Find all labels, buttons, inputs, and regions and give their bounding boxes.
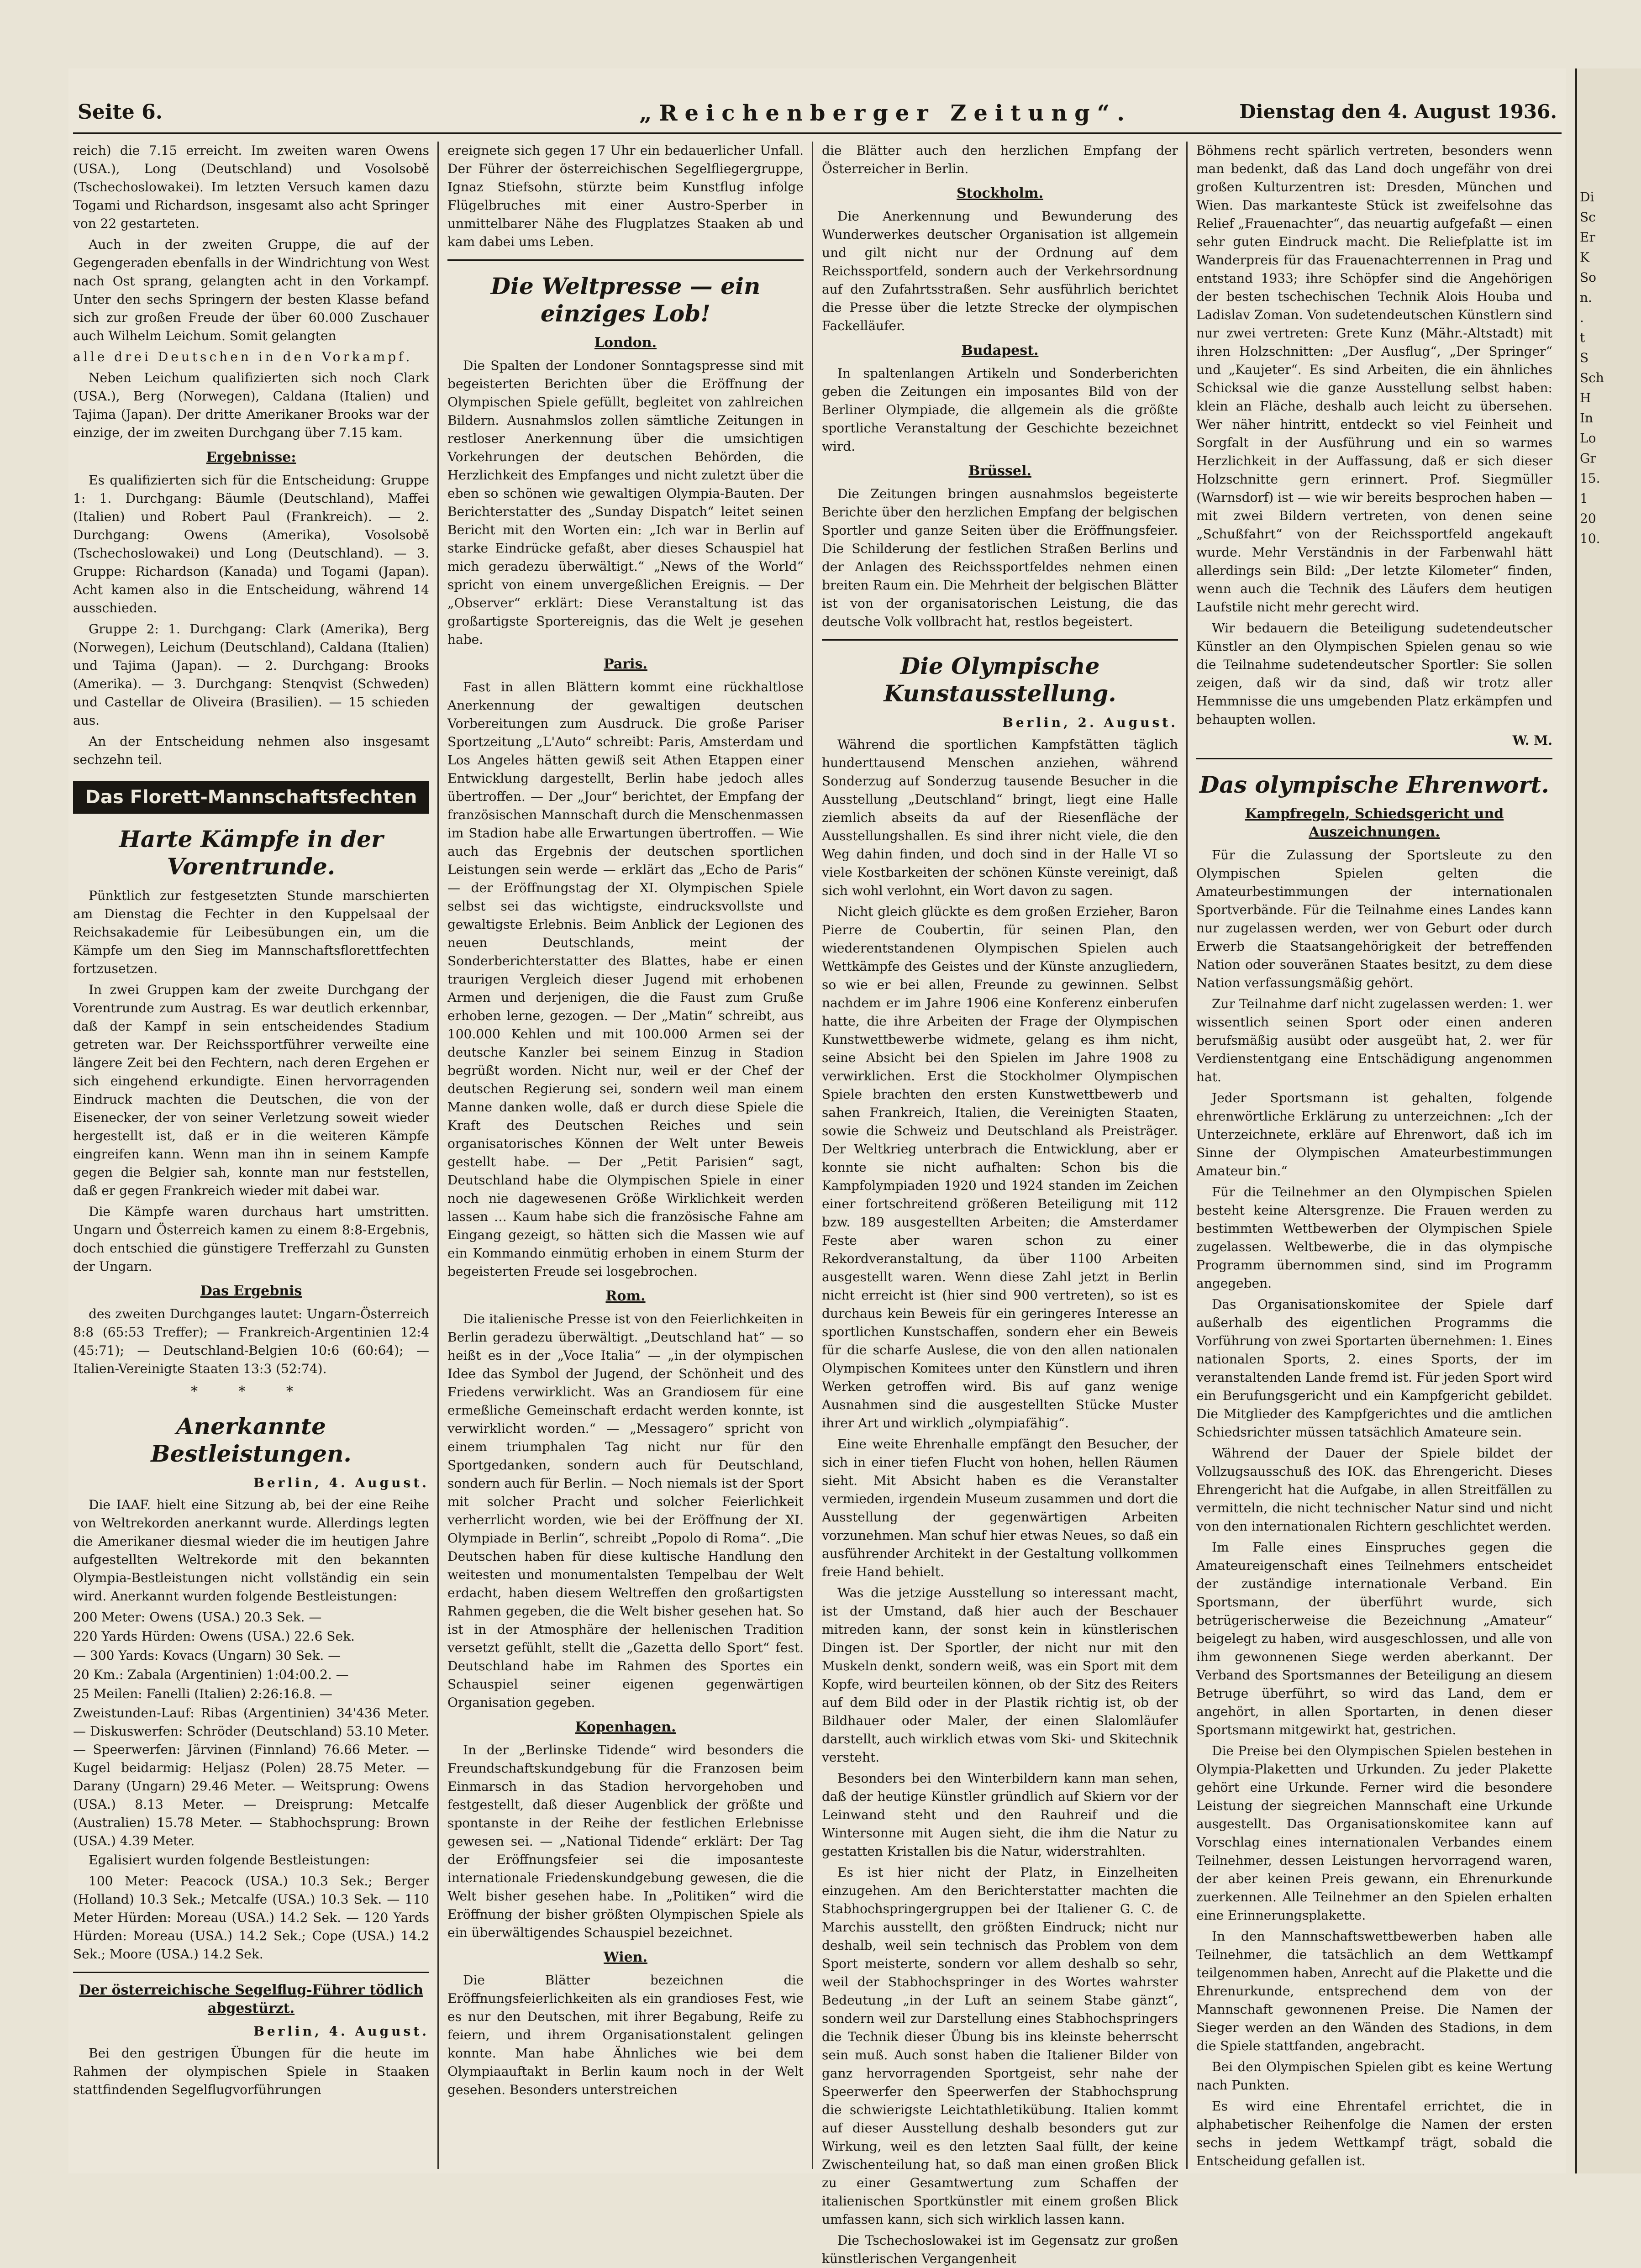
paragraph: Während die sportlichen Kampfstätten täglich hunderttausend Menschen anziehen, während Sonderzug auf Sonderzug tausende Besucher in die Ausstellung „Deutschland“ bringt, liegt eine Halle ziemlich abseits da auf der Riesenfläche der Ausstellungshallen. Es sind ihrer nicht viele, die den Weg dahin finden, und doch sind in der Halle VI so viele Kostbarkeiten der schönen Künste vereinigt, daß sich wohl verlohnt, ein Wort davon zu sagen. — [822, 737, 1178, 898]
paragraph: Das Organisationskomitee der Spiele darf außerhalb des eigentlichen Programms die Vorführung von zwei Sportarten übernehmen: 1. Eines nationalen Sports, 2. eines Sports, der im veranstaltenden Lande fremd ist. Für jeden Sport wird ein Berufungsgericht und ein Kampfgericht gebildet. Die Mitglieder des Kampfgerichtes und die amtlichen Schiedsrichter müssen tatsächlich Amateure sein. — [1196, 1297, 1552, 1440]
section-rule — [73, 1972, 429, 1973]
list-item: 20 Km.: Zabala (Argentinien) 1:04:00.2. — — [73, 1667, 349, 1682]
paragraph: Die Blätter bezeichnen die Eröffnungsfeierlichkeiten als ein grandioses Fest, wie es nur den Deutschen, mit ihrer Begabung, Reife zu feiern, und ihrem Organisationstalent gelingen konnte. Man habe Ähnliches wie bei dem Olympiaauftakt in Berlin kaum noch in der Welt gesehen. Besonders unterstreichen — [447, 1973, 804, 2097]
paragraph: Während der Dauer der Spiele bildet der Vollzugsausschuß des IOK. das Ehrengericht. Dieses Ehrengericht hat die Aufgabe, in allen Streitfällen zu vermitteln, die nicht technischer Natur sind und nicht von den internationalen Richtern geschlichtet werden. — [1196, 1446, 1552, 1534]
article-headline: Anerkannte Bestleistungen. — [151, 1413, 352, 1467]
column-divider — [1186, 142, 1188, 2169]
paragraph: Gruppe 2: 1. Durchgang: Clark (Amerika), Berg (Norwegen), Leichum (Deutschland), Caldana (Italien) und Tajima (Japan). — 2. Durchgang: Brooks (Amerika). — 3. Durchgang: Stenqvist (Schweden) und Castellar de Oliveira (Brasilien). — 15 schieden aus. — [73, 621, 429, 728]
article-headline: Die Olympische Kunstausstellung. — [884, 653, 1116, 707]
paragraph: Die Anerkennung und Bewunderung des Wunderwerkes deutscher Organisation ist allgemein und gilt nicht nur der Ordnung auf dem Reichssportfeld, sondern auch der Verkehrsordnung auf den Zufahrtsstraßen. Sehr ausführlich berichtet die Presse über die letzte Strecke der olympischen Fackelläufer. — [822, 209, 1178, 333]
column-2 — [447, 142, 804, 2169]
paragraph: In spaltenlangen Artikeln und Sonderberichten geben die Zeitungen ein imposantes Bild von der Berliner Olympiade, die allgemein als die größte sportliche Veranstaltung der Geschichte bezeichnet wird. — [822, 366, 1178, 454]
text-fragment: Er — [1580, 230, 1595, 245]
paragraph: reich) die 7.15 erreicht. Im zweiten waren Owens (USA.), Long (Deutschland) und Vosolsobě (Tschechoslowakei). Im letzten Versuch kamen dazu Togami und Richardson, insgesamt also acht Springer von 22 gestarteten. — [73, 143, 429, 231]
subheading: Kampfregeln, Schiedsgericht und Auszeichnungen. — [1245, 806, 1504, 840]
text-fragment: S — [1580, 350, 1589, 365]
paragraph: Egalisiert wurden folgende Bestleistungen: — [89, 1852, 370, 1868]
paragraph: Die Preise bei den Olympischen Spielen bestehen in Olympia-Plaketten und Urkunden. Zu jeder Plakette gehört eine Urkunde. Ferner wird die besondere Leistung der siegreichen Mannschaft eine Urkunde ausgestellt. Das Organisationskomitee kann auf Vorschlag eines internationalen Verbandes einem Teilnehmer, dessen Leistungen hervorragend waren, der aber keinen Preis gewann, ein Ehrenurkunde zuerkennen. Alle Teilnehmer an den Spielen erhalten eine Erinnerungsplakette. — [1196, 1743, 1552, 1923]
text-fragment: 15. — [1580, 471, 1600, 486]
text-fragment: 10. — [1580, 531, 1600, 546]
dateline: Berlin, 4. August. — [253, 2024, 429, 2039]
issue-date: Dienstag den 4. August 1936. — [1239, 100, 1557, 123]
paragraph: Eine weite Ehrenhalle empfängt den Besucher, der sich in einer tiefen Flucht von hohen, hellen Räumen sieht. Mit Absicht haben es die Veranstalter vermieden, irgendein Museum zusammen und dort die Ausstellung der gegenwärtigen Arbeiten vorzunehmen. Man schuf hier etwas Neues, so daß ein ausführender Architekt in der Gestaltung vollkommen freie Hand behielt. — [822, 1437, 1178, 1579]
section-rule — [447, 259, 804, 261]
page-number: Seite 6. — [78, 100, 163, 124]
city-heading: London. — [594, 335, 657, 351]
adjacent-page-edge — [1575, 68, 1641, 2173]
text-fragment: Di — [1580, 189, 1594, 205]
paragraph: Neben Leichum qualifizierten sich noch Clark (USA.), Berg (Norwegen), Caldana (Italien) und Tajima (Japan). Der dritte Amerikaner Brooks war der einzige, der im zweiten Durchgang über 7.15 kam. — [73, 370, 429, 440]
paragraph: Auch in der zweiten Gruppe, die auf der Gegengeraden ebenfalls in der Windrichtung von West nach Ost sprang, gelangten acht in den Vorkampf. Unter den sechs Springern der besten Klasse befand sich zur großen Freude der über 60.000 Zuschauer auch Wilhelm Leichum. Somit gelangten — [73, 237, 429, 343]
dateline: Berlin, 2. August. — [1002, 715, 1178, 730]
paragraph: des zweiten Durchganges lautet: Ungarn-Österreich 8:8 (65:53 Treffer); — Frankreich-Argentinien 12:4 (45:71); — Deutschland-Belgien 10:6 (60:64); — Italien-Vereinigte Staaten 13:3 (52:74). — [73, 1306, 429, 1376]
city-heading: Stockholm. — [957, 185, 1043, 201]
paragraph: Für die Teilnehmer an den Olympischen Spielen besteht keine Altersgrenze. Die Frauen werden zu bestimmten Wettbewerben der Olympischen Spiele zugelassen. Weltbewerbe, die in das olympische Programm übernommen sind, sind im Programm angegeben. — [1196, 1184, 1552, 1291]
city-heading: Wien. — [604, 1949, 647, 1965]
subheading: Das Ergebnis — [200, 1283, 302, 1299]
author-signature: W. M. — [1512, 733, 1552, 748]
city-heading: Kopenhagen. — [575, 1719, 676, 1735]
paragraph: Was die jetzige Ausstellung so interessant macht, ist der Umstand, daß hier auch der Beschauer mitreden kann, der sonst kein in künstlerischen Dingen ist. Der Sportler, der nicht nur mit den Muskeln denkt, sondern weiß, was ein Sport mit dem Kopfe, wird beurteilen können, ob der Sitz des Reiters auf dem Bild oder in der Plastik richtig ist, ob der Bildhauer oder Maler, der einen Slalomläufer darstellt, auch wirklich etwas vom Ski- und Skitechnik versteht. — [822, 1585, 1178, 1765]
text-fragment: H — [1580, 390, 1591, 405]
text-fragment: n. — [1580, 290, 1592, 305]
list-item: 220 Yards Hürden: Owens (USA.) 22.6 Sek. — [73, 1629, 355, 1644]
list-item: — 300 Yards: Kovacs (Ungarn) 30 Sek. — — [73, 1648, 341, 1663]
paragraph: Die italienische Presse ist von den Feierlichkeiten in Berlin geradezu überwältigt. „Deutschland hat“ — so heißt es in der „Voce Italia“ — „in der olympischen Idee das Symbol der Jugend, der Schönheit und des Friedens verwirklicht. Was an Grandiosem für eine ermeßliche Gemeinschaft erdacht werden konnte, ist verwirklicht worden.“ — „Messagero“ spricht von einem triumphalen Tag nicht nur für den Sportgedanken, sondern auch für Deutschland, sondern auch für Berlin. — Noch niemals ist der Sport mit solcher Pracht und solcher Feierlichkeit verherrlicht worden, wie bei der Eröffnung der XI. Olympiade in Berlin“, schreibt „Popolo di Roma“. „Die Deutschen haben für diese kultische Handlung den weitesten und monumentalsten Tempelbau der Welt erdacht, haben diesem Weltreffen den großartigsten Rahmen gegeben, die die Welt bisher gesehen hat. So ist in der Atmosphäre der hellenischen Tradition versetzt gefühlt, stellt die „Gazetta dello Sport“ fest. Deutschland habe im Rahmen des Sportes ein Schauspiel seiner eigenen gegenwärtigen Organisation gegeben. — [447, 1311, 804, 1710]
dateline: Berlin, 4. August. — [253, 1475, 429, 1490]
column-1 — [73, 142, 429, 2169]
paragraph: In den Mannschaftswettbewerben haben alle Teilnehmer, die tatsächlich an dem Wettkampf teilgenommen haben, Anrecht auf die Plakette und die Ehrenurkunde, entsprechend dem von der Mannschaft gewonnenen Preise. Die Namen der Sieger werden an den Wänden des Stadions, in dem die Spiele stattfanden, angebracht. — [1196, 1929, 1552, 2053]
paragraph: Zur Teilnahme darf nicht zugelassen werden: 1. wer wissentlich seinen Sport oder einen anderen berufsmäßig ausübt oder ausgeübt hat, 2. wer für Verdienstentgang eine Entschädigung angenommen hat. — [1196, 996, 1552, 1084]
city-heading: Budapest. — [961, 342, 1039, 358]
text-fragment: 20 — [1580, 511, 1596, 526]
newspaper-page — [68, 68, 1566, 2266]
article-headline: Das olympische Ehrenwort. — [1199, 771, 1549, 798]
column-3 — [822, 142, 1178, 2266]
text-fragment: K — [1580, 250, 1589, 265]
text-fragment: . — [1580, 310, 1584, 325]
paragraph: Es ist hier nicht der Platz, in Einzelheiten einzugehen. Am den Berichterstatter machten die Stabhochspringergruppen bei der Italiener G. C. de Marchis ausstellt, den größten Eindruck; nicht nur deshalb, weil sein technisch das Problem von dem Sport meisterte, sondern vor allem deshalb so sehr, weil der Stabhochspringer in des Wortes wahrster Bedeutung „in der Luft an seinem Stabe gänzt“, sondern weil zur Darstellung eines Stabhochspringers die Technik dieser Übung bis ins kleinste beherrscht sein muß. Auch sonst haben die Italiener Bilder von ganz hervorragenden Sportgeist, sehr nahe der Speerwerfer den Speerwerfen der Stabhochsprung die schwierigste Leichtathletikübung. Italien kommt auf dieser Ausstellung deshalb besonders gut zur Wirkung, weil es den letzten Saal füllt, der keine Zwischenteilung hat, so daß man einen großen Blick zu einer Gesamtwertung zum Schaffen der italienischen Sportkünstler mit einem großen Blick umfassen kann, sich sich wirklich lassen kann. — [822, 1865, 1178, 2227]
newspaper-title: „Reichenberger Zeitung“. — [639, 100, 1132, 126]
paragraph: Böhmens recht spärlich vertreten, besonders wenn man bedenkt, daß das Land doch ungefähr von drei großen Kulturzentren ist: Dresden, München und Wien. Das markanteste Stück ist zweifelsohne das Relief „Frauenachter“, das neuartig aufgefaßt — einen sehr guten Eindruck macht. Die Reliefplatte ist im Wanderpreis für das Frauenachterrennen in Prag und entstand 1933; ihre Schöpfer sind die Angehörigen der besten tschechischen Technik Alois Houba und Ladislav Zoman. Von sudetendeutschen Künstlern sind nur zwei vertreten: Grete Kunz (Mähr.-Altstadt) mit ihren Holzschnitten: „Der Ausflug“, „Der Springer“ und „Kaujeter“. Es sind Arbeiten, die ein ähnliches Schicksal wie die ganze Ausstellung selbst haben: klein an Fläche, deshalb auch leicht zu übersehen. Wer näher hintritt, entdeckt so viel Feinheit und Sorgfalt in der Ausführung und ein so warmes Herzlichkeit in der Auffassung, daß er sich dieser Holzschnitte gern erinnert. Prof. Siegmüller (Warnsdorf) ist — wie wir bereits besprochen haben — mit zwei Bildern vertreten, von denen seine „Schußfahrt“ von der Reichssportfeld angekauft wurde. Mehr Verständnis in der Farbenwahl hätt allerdings sein Bild: „Der letzte Kilometer“ finden, wenn auch die Technik des Läufers dem heutigen Laufstile nicht mehr gerecht wird. — [1196, 143, 1552, 615]
paragraph: Die IAAF. hielt eine Sitzung ab, bei der eine Reihe von Weltrekorden anerkannt wurde. Allerdings legten die Amerikaner diesmal wieder die im heutigen Jahre aufgestellten Weltrekorde mit den bekannten Olympia-Bestleistungen nicht vollständig ein sein wird. Anerkannt wurden folgende Bestleistungen: — [73, 1497, 429, 1604]
subheading: Ergebnisse: — [206, 449, 296, 465]
page-fold-shadow — [1575, 68, 1577, 2173]
paragraph: An der Entscheidung nehmen also insgesamt sechzehn teil. — [73, 734, 429, 767]
text-fragment: t — [1580, 330, 1585, 345]
paragraph: In der „Berlinske Tidende“ wird besonders die Freundschaftskundgebung für die Franzosen beim Einmarsch in das Stadion hervorgehoben und festgestellt, daß dieser Augenblick der größte und spontanste in der Reihe der festlichen Erlebnisse gewesen sei. — „National Tidende“ erklärt: Der Tag der Eröffnungsfeier sei die imposanteste internationale Friedenskundgebung gewesen, die die Welt bisher gesehen habe. In „Politiken“ wird die Eröffnung der bisher größten Olympischen Spiele als ein überwältigendes Schauspiel bezeichnet. — [447, 1742, 804, 1940]
section-rule — [1196, 758, 1552, 759]
paragraph: Es qualifizierten sich für die Entscheidung: Gruppe 1: 1. Durchgang: Bäumle (Deutschland), Maffei (Italien) und Robert Paul (Frankreich). — 2. Durchgang: Owens (Amerika), Vosolsobě (Tschechoslowakei) und Long (Deutschland). — 3. Gruppe: Richardson (Kanada) und Togami (Japan). Acht kamen also in die Entscheidung, während 14 ausschieden. — [73, 473, 429, 616]
paragraph: Besonders bei den Winterbildern kann man sehen, daß der heutige Künstler gründlich auf Skiern vor der Leinwand steht und den Rauhreif und die Wintersonne mit Augen sieht, die ihm die Natur zu gestatten Kristallen bis die Natur, widerstrahlten. — [822, 1771, 1178, 1859]
header-rule — [73, 132, 1562, 134]
text-fragment: So — [1580, 270, 1597, 285]
adjacent-page-fragments — [1580, 187, 1604, 549]
article-headline: Harte Kämpfe in der Vorentrunde. — [119, 826, 384, 880]
paragraph: In zwei Gruppen kam der zweite Durchgang der Vorentrunde zum Austrag. Es war deutlich erkennbar, daß der Kampf in sein entscheidendes Stadium getreten war. Der Reichssportführer verweilte eine längere Zeit bei den Fechtern, nach deren Ergehen er sich eingehend erkundigte. Einen hervorragenden Eindruck machten die Deutschen, die von der Eisenecker, der von seiner Verletzung soweit wieder hergestellt ist, daß er in die weiteren Kämpfe eingreifen kann. Wenn man ihn in seinem Kampfe gegen die Belgier sah, konnte man nur feststellen, daß er gegen Frankreich wieder mit dabei war. — [73, 982, 429, 1198]
paragraph: die Blätter auch den herzlichen Empfang der Österreicher in Berlin. — [822, 143, 1178, 176]
list-item: Zweistunden-Lauf: Ribas (Argentinien) 34'436 Meter. — Diskuswerfen: Schröder (Deutschland) 53.10 Meter. — Speerwerfen: Järvinen (Finnland) 76.66 Meter. — Kugel beidarmig: Heljasz (Polen) 28.75 Meter. — Darany (Ungarn) 29.46 Meter. — Weitsprung: Owens (USA.) 8.13 Meter. — Dreisprung: Metcalfe (Australien) 15.78 Meter. — Stabhochsprung: Brown (USA.) 4.39 Meter. — [73, 1705, 429, 1848]
paragraph-emphasis: alle drei Deutschen in den Vorkampf. — [73, 349, 413, 364]
article-headline: Die Weltpresse — ein einziges Lob! — [490, 273, 761, 327]
paragraph: 100 Meter: Peacock (USA.) 10.3 Sek.; Berger (Holland) 10.3 Sek.; Metcalfe (USA.) 10.3 Sek. — 110 Meter Hürden: Moreau (USA.) 14.2 Sek. — 120 Yards Hürden: Moreau (USA.) 14.2 Sek.; Cope (USA.) 14.2 Sek.; Moore (USA.) 14.2 Sek. — [73, 1873, 429, 1962]
list-item: 200 Meter: Owens (USA.) 20.3 Sek. — — [73, 1610, 322, 1625]
city-heading: Rom. — [605, 1288, 646, 1304]
paragraph: Die Zeitungen bringen ausnahmslos begeisterte Berichte über den herzlichen Empfang der belgischen Sportler und ganze Seiten über die Eröffnungsfeier. Die Schilderung der festlichen Straßen Berlins und der Anlagen des Reichssportfeldes nehmen einen breiten Raum ein. Die Mehrheit der belgischen Blätter ist von der organisatorischen Leistung, die das deutsche Volk vollbracht hat, restlos begeistert. — [822, 486, 1178, 629]
text-fragment: Lo — [1580, 431, 1596, 446]
column-divider — [812, 142, 813, 2169]
section-rule — [822, 639, 1178, 641]
paragraph: Jeder Sportsmann ist gehalten, folgende ehrenwörtliche Erklärung zu unterzeichnen: „Ich der Unterzeichnete, erkläre auf Ehrenwort, daß ich im Sinne der Olympischen Amateurbestimmungen Amateur bin.“ — [1196, 1090, 1552, 1179]
text-fragment: Sc — [1580, 210, 1596, 225]
paragraph: Bei den gestrigen Übungen für die heute im Rahmen der olympischen Spiele in Staaken stattfindenden Segelflugvorführungen — [73, 2046, 429, 2097]
list-item: 25 Meilen: Fanelli (Italien) 2:26:16.8. — — [73, 1686, 332, 1701]
separator-stars: * * * — [190, 1384, 312, 1400]
paragraph: Bei den Olympischen Spielen gibt es keine Wertung nach Punkten. — [1196, 2059, 1552, 2093]
paragraph: Die Spalten der Londoner Sonntagspresse sind mit begeisterten Berichten über die Eröffnung der Olympischen Spiele gefüllt, begleitet von zahlreichen Bildern. Ausnahmslos zollen sämtliche Zeitungen in restloser Anerkennung über die umsichtigen Vorkehrungen der deutschen Behörden, die Herzlichkeit des Empfanges und nicht zuletzt über die eben so schönen wie gewaltigen Olympia-Bauten. Der Berichterstatter des „Sunday Dispatch“ leitet seinen Bericht mit den Worten ein: „Ich war in Berlin auf starke Eindrücke gefaßt, aber dieses Schauspiel hat mich geradezu überwältigt.“ „News of the World“ spricht von einem unvergeßlichen Ereignis. — Der „Observer“ erklärt: Diese Veranstaltung ist das großartigste Sportereignis, das die Welt je gesehen habe. — [447, 358, 804, 647]
paragraph: Wir bedauern die Beteiligung sudetendeutscher Künstler an den Olympischen Spielen genau so wie die Teilnahme sudetendeutscher Sportler: Sie sollen zeigen, daß wir da sind, daß wir trotz aller Hemmnisse die uns umgebenden Platz erkämpfen und behaupten wollen. — [1196, 621, 1552, 727]
article-headline: Der österreichische Segelflug-Führer tödlich abgestürzt. — [79, 1982, 423, 2016]
column-divider — [437, 142, 439, 2169]
paragraph: Für die Zulassung der Sportsleute zu den Olympischen Spielen gelten die Amateurbestimmungen der internationalen Sportverbände. Für die Teilnahme eines Landes kann nur zugelassen werden, wer von Geburt oder durch Erwerb die Staatsangehörigkeit der betreffenden Nation oder souveränen Staates besitzt, zu dem diese Nation verfassungsmäßig gehört. — [1196, 847, 1552, 990]
records-list — [73, 1608, 429, 1850]
paragraph: Es wird eine Ehrentafel errichtet, die in alphabetischer Reihenfolge die Namen der ersten sechs in jedem Wettkampf trägt, sobald die Entscheidung gefallen ist. — [1196, 2099, 1552, 2168]
text-fragment: Gr — [1580, 451, 1596, 466]
paragraph: ereignete sich gegen 17 Uhr ein bedauerlicher Unfall. Der Führer der österreichischen Segelfliegergruppe, Ignaz Stiefsohn, stürzte beim Kunstflug infolge Flügelbruches mit einer Austro-Sperber in unmittelbarer Nähe des Flugplatzes Staaken ab und kam dabei ums Leben. — [447, 143, 804, 249]
page-header — [68, 96, 1566, 137]
paragraph: Pünktlich zur festgesetzten Stunde marschierten am Dienstag die Fechter in den Kuppelsaal der Reichsakademie für Leibesübungen ein, um die Kämpfe um den Sieg im Mannschaftsflorettfechten fortzusetzen. — [73, 888, 429, 976]
text-fragment: Sch — [1580, 370, 1604, 385]
paragraph: Die Kämpfe waren durchaus hart umstritten. Ungarn und Österreich kamen zu einem 8:8-Ergebnis, doch entschied die günstigere Trefferzahl zu Gunsten der Ungarn. — [73, 1204, 429, 1274]
column-4 — [1196, 142, 1552, 2169]
city-heading: Paris. — [604, 656, 647, 672]
city-heading: Brüssel. — [968, 463, 1031, 479]
paragraph: Nicht gleich glückte es dem großen Erzieher, Baron Pierre de Coubertin, für seinen Plan, den wiederentstandenen Olympischen Spielen auch Wettkämpfe des Geistes und der Künste anzugliedern, so wie er bei allen, Freunde zu gewinnen. Selbst nachdem er im Jahre 1906 eine Konferenz einberufen hatte, die ihre Arbeiten der Frage der Olympischen Kunstwettbewerbe widmete, gelang es ihm nicht, seine Absicht bei den Spielen im Jahre 1908 zu verwirklichen. Erst die Stockholmer Olympischen Spiele brachten den ersten Kunstwettbewerb und sahen Frankreich, Italien, die Vereinigten Staaten, sowie die Schweiz und Deutschland als Preisträger. Der Weltkrieg unterbrach die Entwicklung, aber er konnte sie nicht aufhalten: Schon bis die Kampfolympiaden 1920 und 1924 standen im Zeichen einer fortschreitend größeren Beteiligung mit 112 bzw. 189 ausgestellten Arbeiten; die Amsterdamer Feste aber waren schon zu einer Rekordveranstaltung, da über 1100 Arbeiten ausgestellt waren. Wenn diese Zahl jetzt in Berlin nicht erreicht ist (hier sind 900 vertreten), so ist es durchaus kein Beweis für ein geringeres Interesse an sportlichen Kunstschaffen, sondern eher ein Beweis für die scharfe Auslese, die von den allen nationalen Olympischen Komitees unter den Künstlern und ihren Werken getroffen wird. Bis auf ganz wenige Ausnahmen sind die ausgestellten Stücke Muster ihrer Art und wirklich „olympiafähig“. — [822, 904, 1178, 1431]
paragraph: Im Falle eines Einspruches gegen die Amateureigenschaft eines Teilnehmers entscheidet der zuständige internationale Verband. Ein Sportsmann, der überführt wurde, sich betrügerischerweise die Bezeichnung „Amateur“ beigelegt zu haben, wird ausgeschlossen, und alle von ihm gewonnenen Siege werden aberkannt. Der Verband des Sportsmannes der Beteiligung an diesem Betruge überführt, so wird das Land, dem er angehört, in allen Sportarten, in denen dieser Sportsmann mitgewirkt hat, gestrichen. — [1196, 1540, 1552, 1737]
paragraph: Fast in allen Blättern kommt eine rückhaltlose Anerkennung der gewaltigen deutschen Vorbereitungen zum Ausdruck. Die große Pariser Sportzeitung „L'Auto“ schreibt: Paris, Amsterdam und Los Angeles hätten gewiß seit Athen Etappen einer Entwicklung dargestellt, Berlin habe jedoch alles übertroffen. — Der „Jour“ berichtet, der Empfang der französischen Mannschaft durch die Menschenmassen im Stadion habe alle Erwartungen übertroffen. — Wie auch das Ergebnis der deutschen sportlichen Leistungen sein werde — erklärt das „Echo de Paris“ — der Eröffnungstag der XI. Olympischen Spiele selbst sei das wichtigste, eindrucksvollste und gewaltigste Erlebnis. Beim Anblick der Legionen des neuen Deutschlands, meint der Sonderberichterstatter des Blattes, habe er einen traurigen Vergleich dieser Jugend mit erhobenen Armen und derjenigen, die die Faust zum Gruße erhoben lerne, gezogen. — Der „Matin“ schreibt, aus 100.000 Kehlen und mit 100.000 Armen sei der deutsche Kanzler bei seinem Einzug in Stadion begrüßt worden. Nicht nur, weil er der Chef der deutschen Regierung sei, sondern weil man einem Manne danken wolle, daß er durch diese Spiele die Kraft des Deutschen Reiches und sein organisatorisches Können der Welt unter Beweis gestellt habe. — Der „Petit Parisien“ sagt, Deutschland habe die Olympischen Spiele in einer noch nie dagewesenen Größe Wirklichkeit werden lassen … Kaum habe sich die französische Fahne am Eingang gezeigt, so hätten sich die Massen wie auf ein Kommando einmütig erhoben in einem Sturm der begeisterten Freude sei losgebrochen. — [447, 679, 804, 1279]
section-banner: Das Florett-Mannschaftsfechten — [73, 781, 429, 814]
text-fragment: 1 — [1580, 491, 1588, 506]
paragraph: Die Tschechoslowakei ist im Gegensatz zur großen künstlerischen Vergangenheit — [822, 2233, 1178, 2266]
text-fragment: In — [1580, 410, 1594, 426]
